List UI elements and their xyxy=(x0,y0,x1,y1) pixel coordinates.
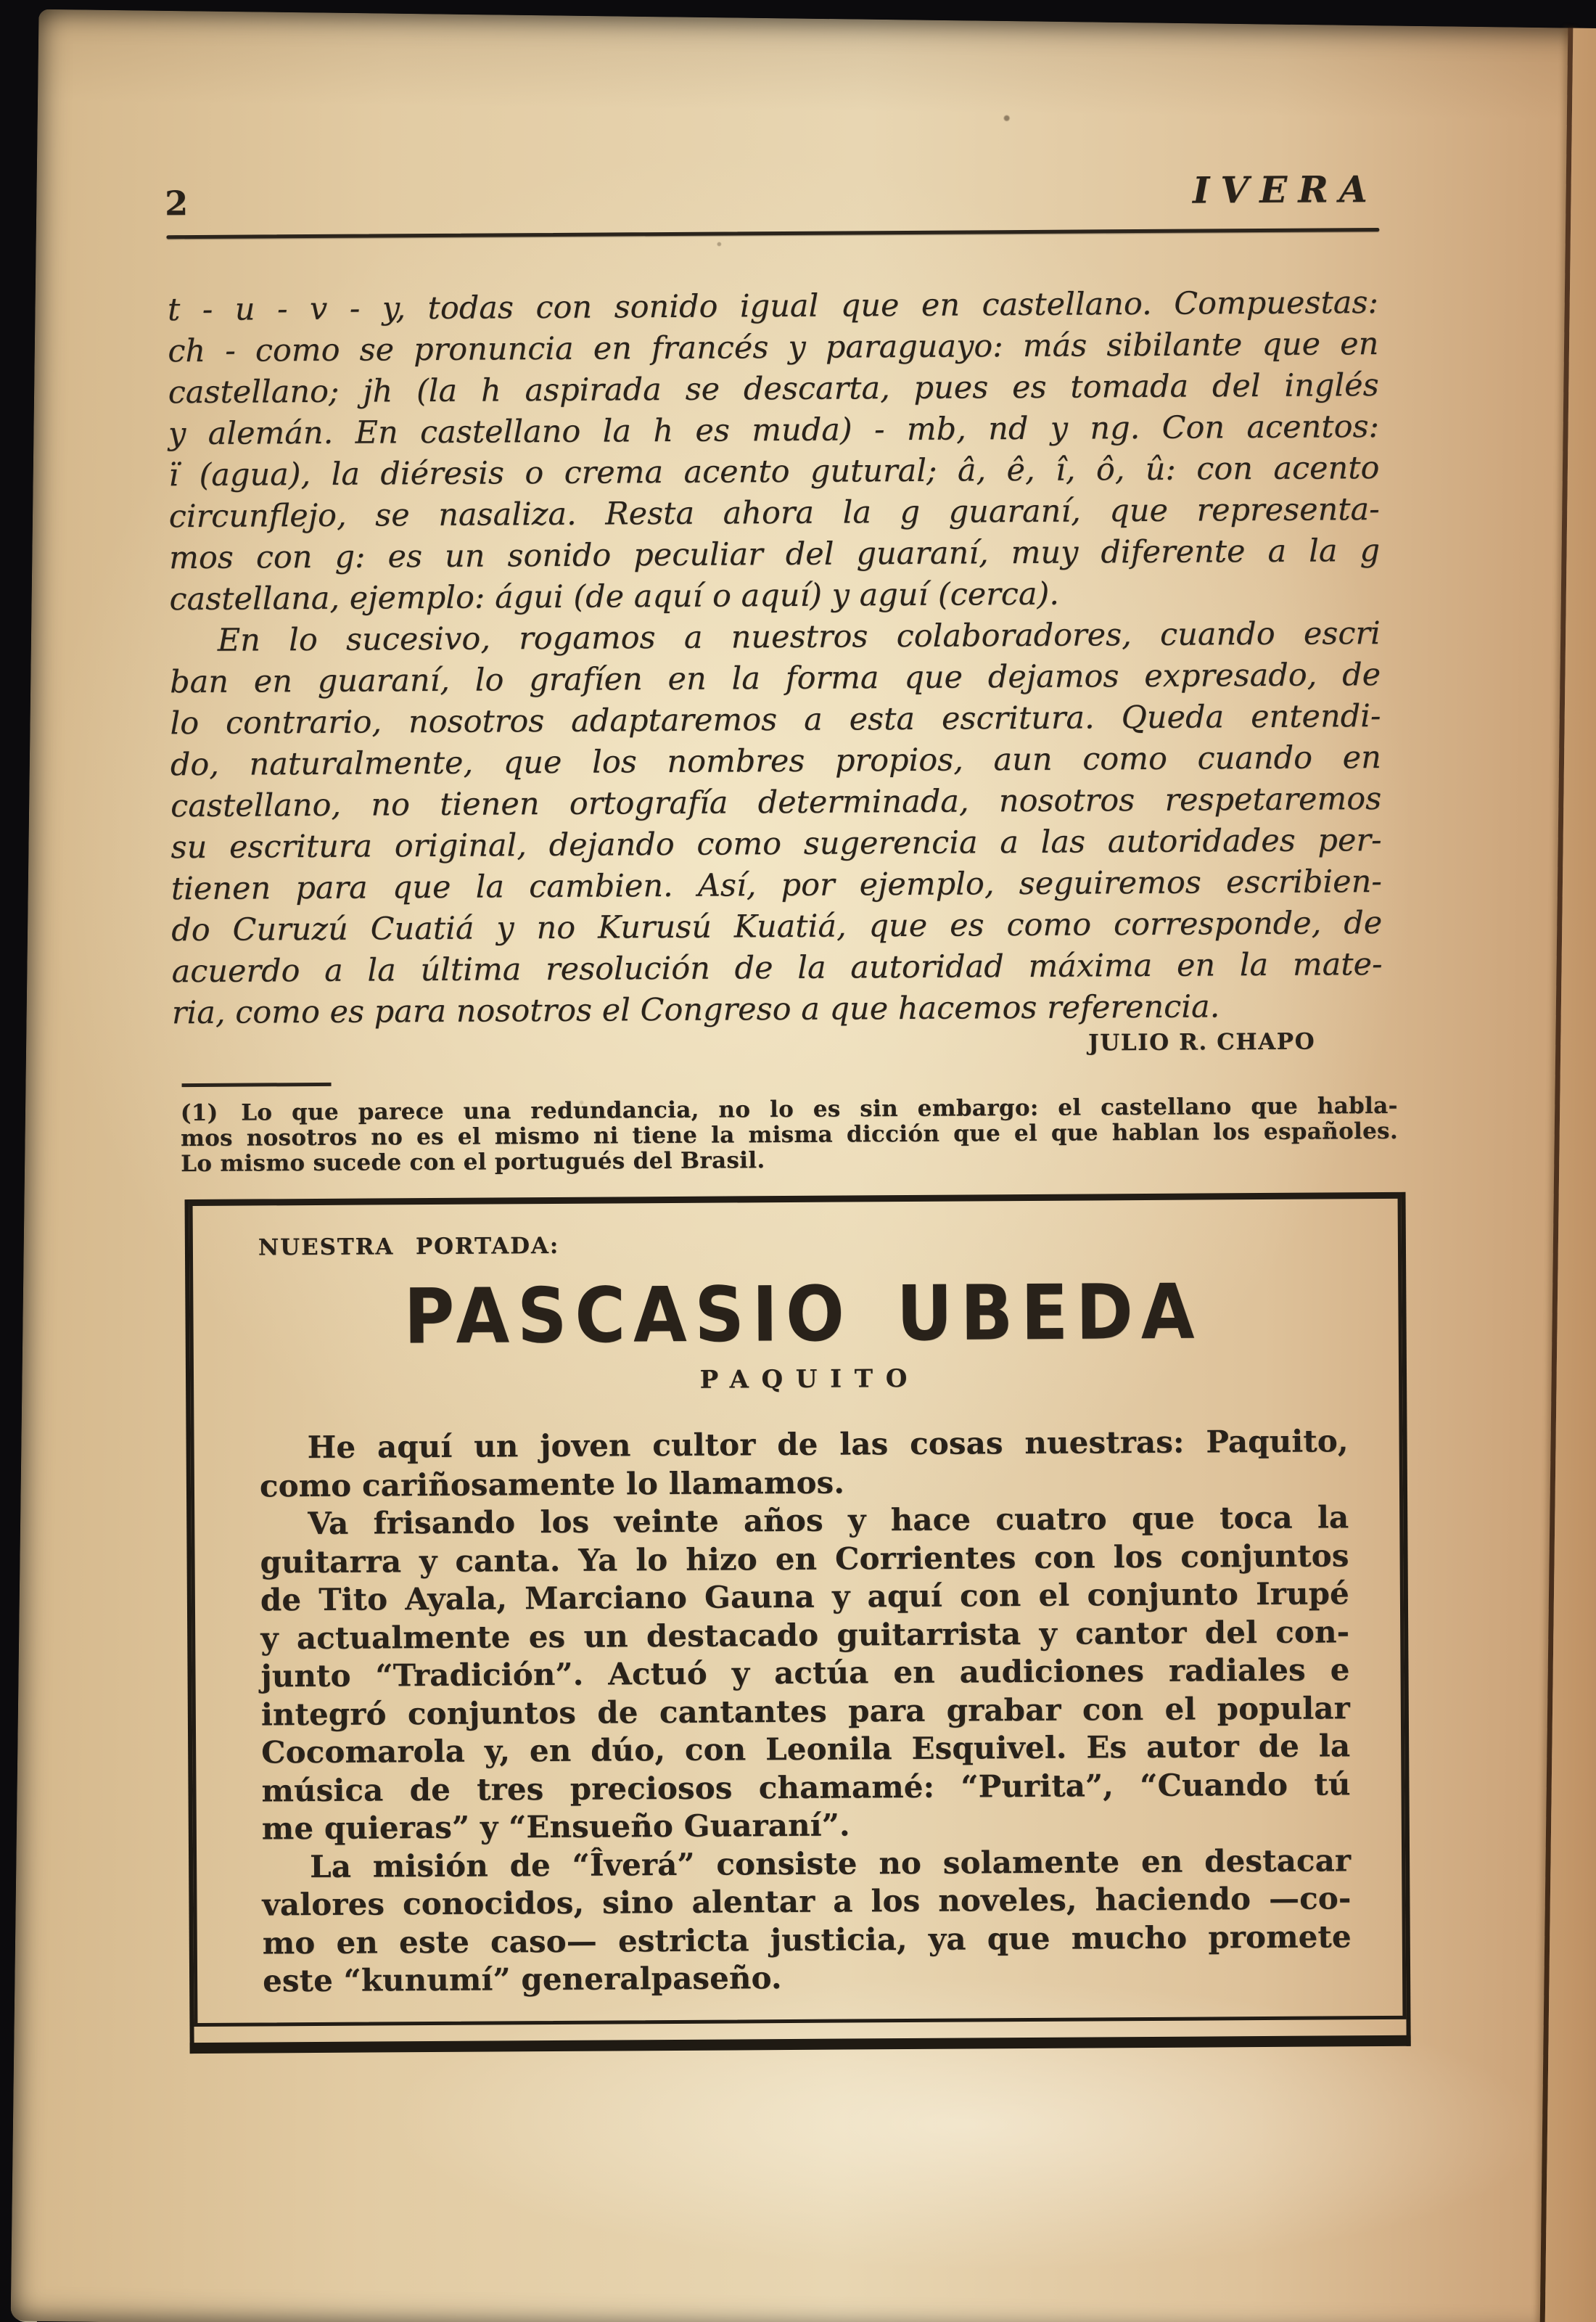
article-paragraph-2: En lo sucesivo, rogamos a nuestros colaboradores, cuando escri ban en guaraní, lo grafíen en la forma que dejamos expresado, de lo contrario, nosotros adaptaremos a esta escritura. Queda entendi- do, naturalmente, que los nombres propios, aun como cuando en castellano, no tienen ortografía determinada, nosotros respetaremos su escritura original, dejando como sugerencia a las autoridades per- tienen para que la cambien. Así, por ejemplo, seguiremos escribien- do Curuzú Cuatiá y no Kurusú Kuatiá, que es como corresponde, de acuerdo a la última resolución de la autoridad máxima en la mate- ria, como es para nosotros el Congreso a que hacemos referencia. xyxy=(170,615,1383,1032)
article-text xyxy=(168,282,1383,1034)
feature-box xyxy=(185,1192,1411,2054)
feature-title: PASCASIO UBEDA xyxy=(403,1268,1203,1361)
paper xyxy=(11,9,1596,2322)
article-signature: JULIO R. CHAPO xyxy=(1087,1028,1316,1057)
printed-content xyxy=(20,14,1596,2322)
header-rule xyxy=(166,228,1379,239)
feature-body xyxy=(259,1422,1352,2001)
masthead-title: IVERA xyxy=(1192,168,1378,212)
footnote-text: (1) Lo que parece una redundancia, no lo es sin embargo: el castellano que habla- mos nosotros no es el mismo ni tiene la misma dicción que el que hablan los españoles. Lo mismo sucede con el portugués del Brasil. xyxy=(180,1092,1399,1178)
page-number: 2 xyxy=(164,184,189,223)
article-paragraph-1: t - u - v - y, todas con sonido igual que en castellano. Compuestas: ch - como se pronuncia en francés y paraguayo: más sibilante que en castellano; jh (la h aspirada se descarta, pues es tomada del inglés y alemán. En castellano la h es muda) - mb, nd y ng. Con acentos: ï (agua), la diéresis o crema acento gutural; â, ê, î, ô, û: con acento circunflejo, se nasaliza. Resta ahora la g guaraní, que representa- mos con g: es un sonido peculiar del guaraní, muy diferente a la g castellana, ejemplo: águi (de aquí o aquí) y aguí (cerca). xyxy=(167,284,1381,618)
feature-kicker: NUESTRA PORTADA: xyxy=(258,1232,560,1261)
feature-paragraph-1: He aquí un joven cultor de las cosas nuestras: Paquito, como cariñosamente lo llamamos. xyxy=(259,1423,1349,1503)
feature-box-inner xyxy=(189,1192,1407,2027)
feature-subtitle: PAQUITO xyxy=(699,1363,921,1395)
footnote-rule xyxy=(182,1083,332,1087)
feature-paragraph-3: La misión de “Îverá” consiste no solamente en destacar valores conocidos, sino alentar a los noveles, haciendo —co- mo en este caso— estricta justicia, ya que mucho promete este “kunumí” generalpaseño. xyxy=(262,1842,1352,1999)
feature-paragraph-2: Va frisando los veinte años y hace cuatro que toca la guitarra y canta. Ya lo hizo en Corrientes con los conjuntos de Tito Ayala, Marciano Gauna y aquí con el conjunto Irupé y actualmente es un destacado guitarrista y cantor del con- junto “Tradición”. Actuó y actúa en audiciones radiales e integró conjuntos de cantantes para grabar con el popular Cocomarola y, en dúo, con Leonila Esquivel. Es autor de la música de tres preciosos chamamé: “Purita”, “Cuando tú me quieras” y “Ensueño Guaraní”. xyxy=(260,1499,1351,1847)
